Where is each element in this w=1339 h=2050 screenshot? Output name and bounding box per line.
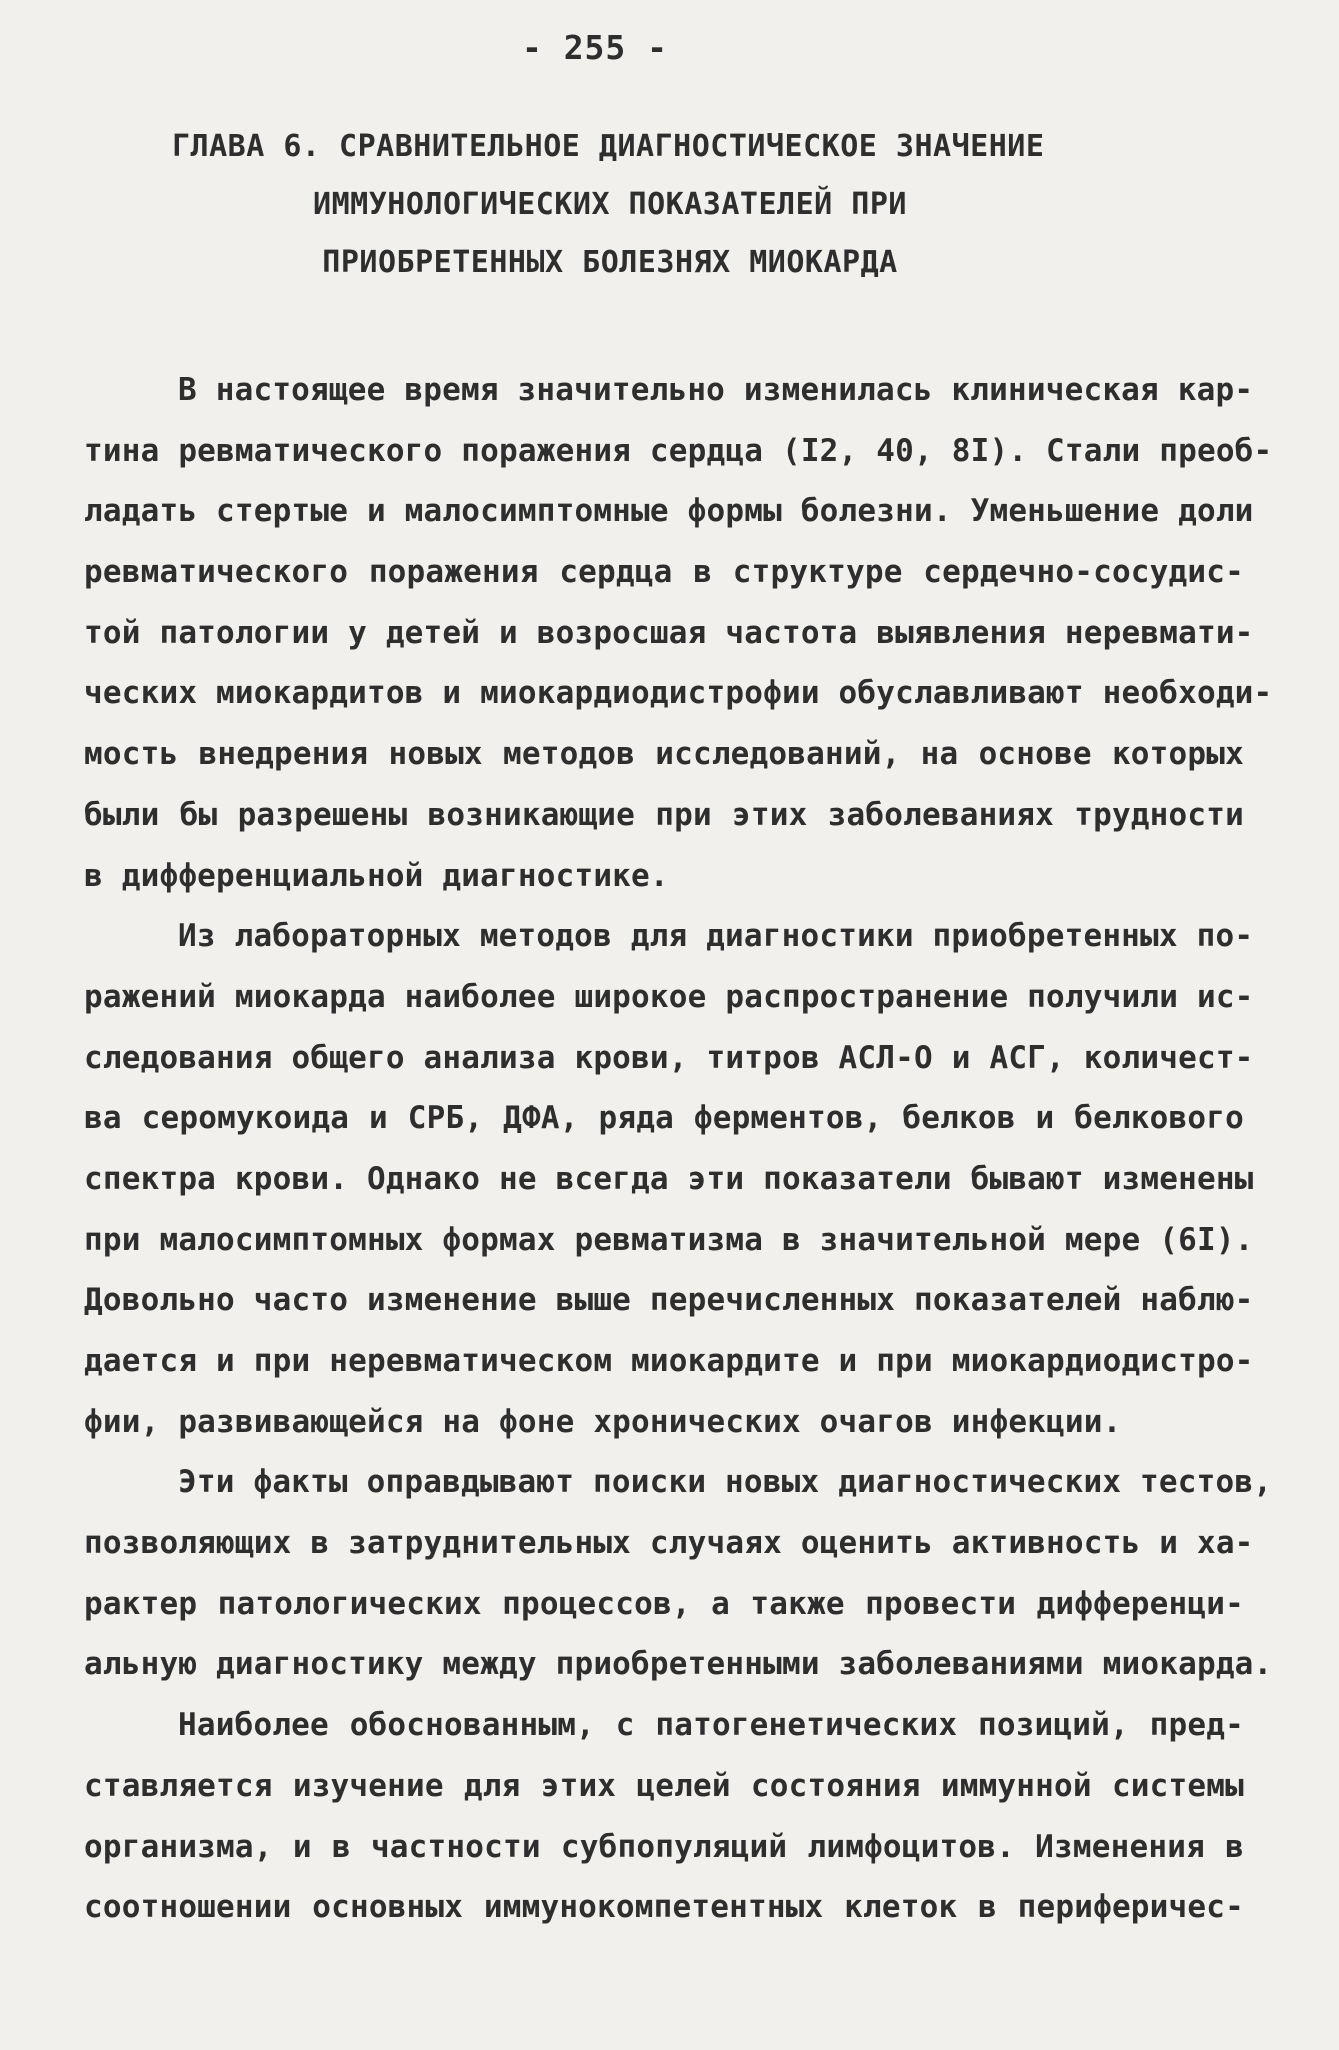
text-line: ревматического поражения сердца в структуре сердечно-сосудис- xyxy=(84,554,1244,591)
text-line: спектра крови. Однако не всегда эти показатели бывают изменены xyxy=(84,1160,1254,1197)
chapter-heading-line-1: ГЛАВА 6. СРАВНИТЕЛЬНОЕ ДИАГНОСТИЧЕСКОЕ ЗНАЧЕНИЕ xyxy=(172,129,1045,164)
text-line: ладать стертые и малосимптомные формы болезни. Уменьшение доли xyxy=(84,493,1254,530)
text-line: рактер патологических процессов, а также провести дифференци- xyxy=(84,1585,1244,1622)
text-line: ческих миокардитов и миокардиодистрофии обуславливают необходи- xyxy=(84,675,1273,712)
text-line: следования общего анализа крови, титров АСЛ-О и АСГ, количест- xyxy=(84,1039,1254,1076)
text-line: были бы разрешены возникающие при этих заболеваниях трудности xyxy=(84,796,1244,833)
text-line: альную диагностику между приобретенными заболеваниями миокарда. xyxy=(84,1646,1273,1683)
text-line: Из лабораторных методов для диагностики приобретенных по- xyxy=(178,918,1254,955)
text-line: Эти факты оправдывают поиски новых диагностических тестов, xyxy=(178,1464,1273,1501)
text-line: мость внедрения новых методов исследований, на основе которых xyxy=(84,736,1244,773)
text-line: Довольно часто изменение выше перечисленных показателей наблю- xyxy=(84,1282,1254,1319)
page-number: - 255 - xyxy=(521,28,669,67)
text-line: той патологии у детей и возросшая частота выявления неревмати- xyxy=(84,614,1254,651)
text-line: ва серомукоида и СРБ, ДФА, ряда ферментов, белков и белкового xyxy=(84,1100,1244,1137)
text-line: дается и при неревматическом миокардите и при миокардиодистро- xyxy=(84,1343,1254,1379)
text-line: ставляется изучение для этих целей состояния иммунной системы xyxy=(84,1767,1244,1804)
body-text xyxy=(84,360,1273,1938)
text-line: в дифференциальной диагностике. xyxy=(84,857,669,894)
text-line: позволяющих в затруднительных случаях оценить активность и ха- xyxy=(84,1525,1254,1562)
chapter-heading-line-3: ПРИОБРЕТЕННЫХ БОЛЕЗНЯХ МИОКАРДА xyxy=(322,245,898,280)
chapter-heading xyxy=(150,118,1070,292)
chapter-heading-line-2: ИММУНОЛОГИЧЕСКИХ ПОКАЗАТЕЛЕЙ ПРИ xyxy=(313,187,907,222)
text-line: организма, и в частности субпопуляций лимфоцитов. Изменения в xyxy=(84,1828,1244,1865)
text-line: В настоящее время значительно изменилась клиническая кар- xyxy=(178,372,1254,408)
text-line: ражений миокарда наиболее широкое распространение получили ис- xyxy=(84,978,1254,1015)
text-line: Наиболее обоснованным, с патогенетических позиций, пред- xyxy=(178,1707,1244,1744)
text-line: при малосимптомных формах ревматизма в значительной мере (6I). xyxy=(84,1221,1254,1258)
text-line: тина ревматического поражения сердца (I2, 40, 8I). Стали преоб- xyxy=(84,432,1273,469)
text-line: фии, развивающейся на фоне хронических очагов инфекции. xyxy=(84,1403,1122,1440)
text-line: соотношении основных иммунокомпетентных клеток в периферичес- xyxy=(84,1889,1244,1926)
